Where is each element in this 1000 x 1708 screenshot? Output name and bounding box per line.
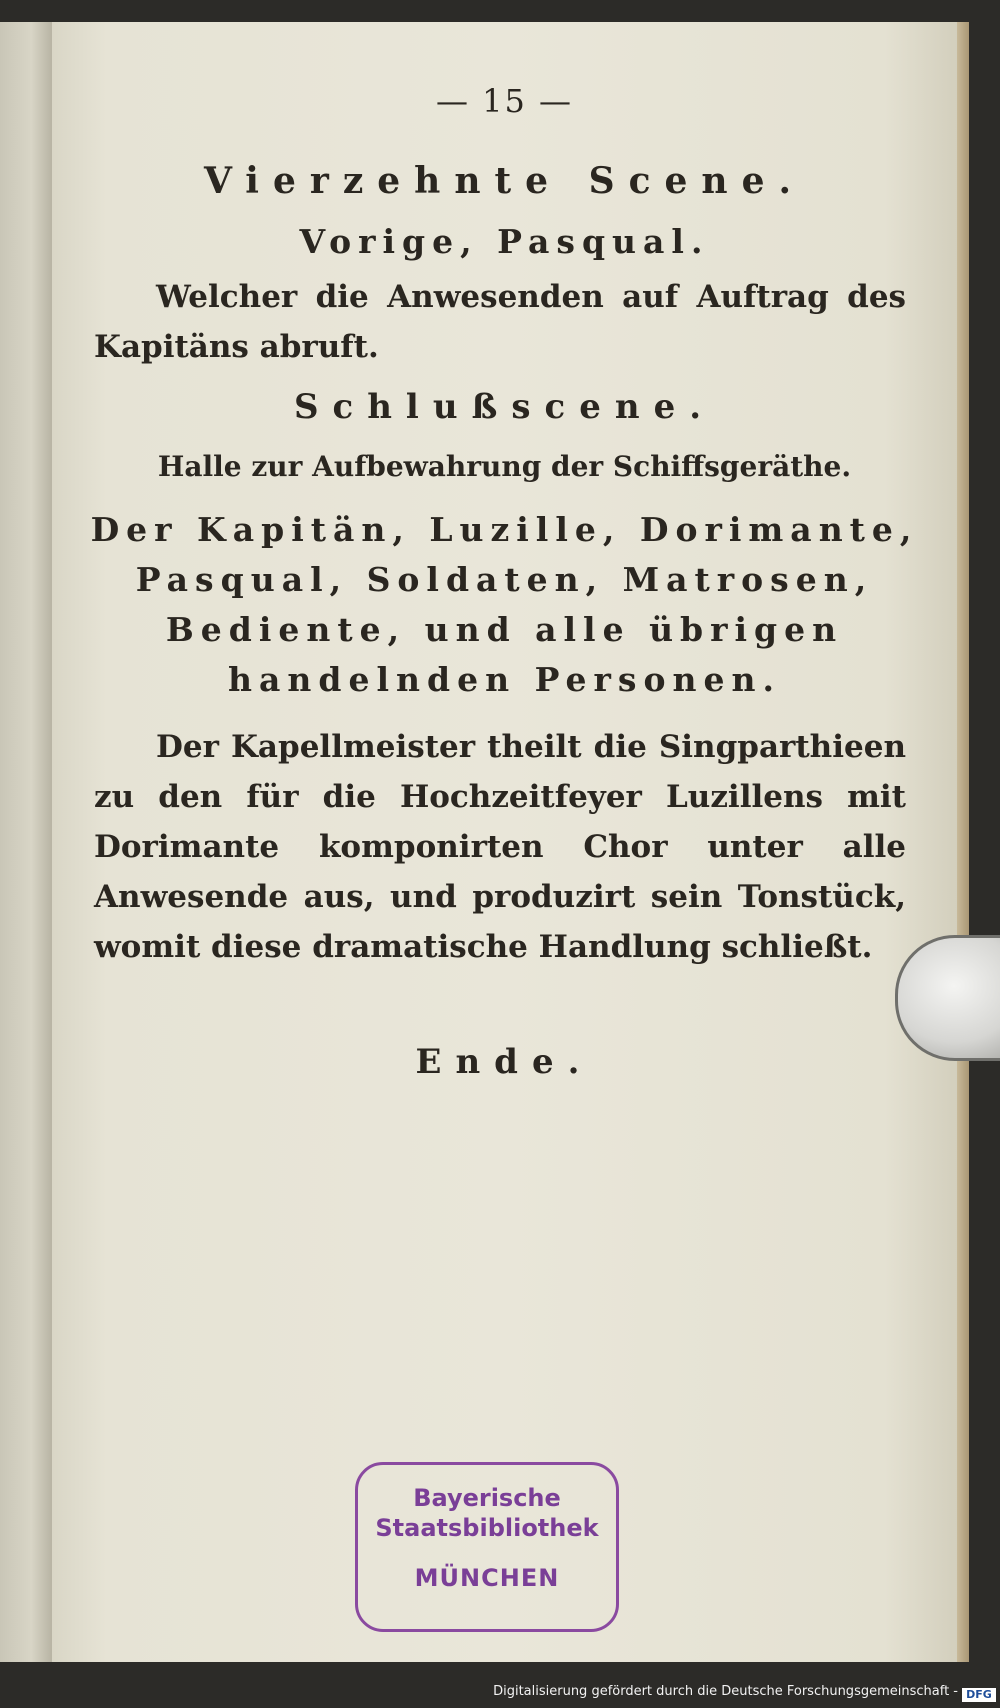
cast-final-line-2: Pasqual, Soldaten, Matrosen, [135,560,874,599]
facing-page-edge [0,22,52,1662]
dfg-logo: DFG [962,1688,996,1702]
stage-direction-1: Welcher die Anwesenden auf Auftrag des Kapitäns abruft. [94,279,906,365]
cast-final-line-3: Bediente, und alle übrigen [165,610,844,649]
stage-direction-2: Der Kapellmeister theilt die Singparthieen zu den für die Hochzeitfeyer Luzillens mit Dorimante komponirten Chor unter alle Anwesende aus, und produzirt sein Tonstück, womit diese dramatische Handlung schließt. [94,729,906,965]
cast-line: Vorige, Pasqual. [299,222,710,261]
end-marker: Ende. [415,1042,594,1082]
library-stamp [355,1462,619,1632]
scene-heading: Vierzehnte Scene. [203,160,806,202]
stamp-line-2: Staatsbibliothek [375,1514,599,1542]
stamp-line-3: MÜNCHEN [414,1564,560,1592]
cast-final-line-4: handelnden Personen. [228,660,781,699]
stamp-line-1: Bayerische [413,1484,561,1512]
digitization-credit: Digitalisierung gefördert durch die Deutsche Forschungsgemeinschaft - [493,1684,958,1699]
book-page [52,22,957,1662]
setting-line: Halle zur Aufbewahrung der Schiffsgeräthe. [157,450,852,483]
page-number: — 15 — [435,82,574,120]
final-scene-heading: Schlußscene. [293,387,716,427]
page-clip [895,935,1000,1061]
page-edge [957,22,969,1662]
cast-final-line-1: Der Kapitän, Luzille, Dorimante, [90,510,919,549]
